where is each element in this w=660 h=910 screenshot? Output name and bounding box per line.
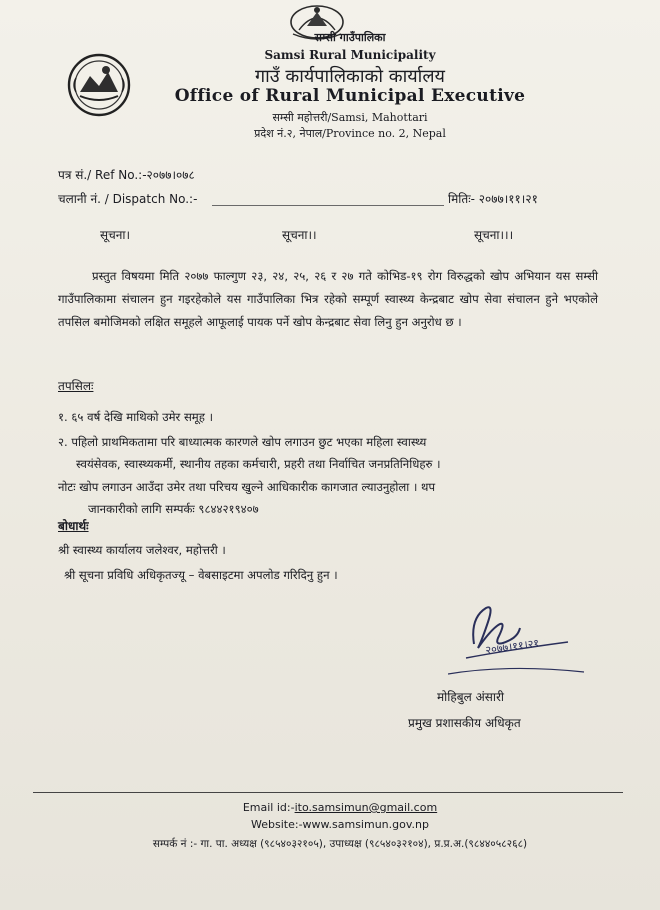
notice-heading-2: सूचना।। bbox=[282, 228, 317, 242]
dispatch-underline bbox=[212, 205, 444, 206]
signatory-name: मोहिबुल अंसारी bbox=[437, 690, 504, 704]
note-line1: नोटः खोप लगाउन आउँदा उमेर तथा परिचय खुल्ने आधिकारीक कागजात ल्याउनुहोला । थप bbox=[58, 480, 436, 494]
footer-email-link[interactable]: ito.samsimun@gmail.com bbox=[294, 801, 438, 814]
footer-email-label: Email id:- bbox=[242, 801, 295, 814]
signatory-title: प्रमुख प्रशासकीय अधिकृत bbox=[408, 716, 521, 730]
list-item-age-group: १. ६५ वर्ष देखि माथिको उमेर समूह । bbox=[58, 410, 213, 424]
ref-number: पत्र सं./ Ref No.:-२०७७।०७८ bbox=[58, 168, 195, 182]
header-english-municipality: Samsi Rural Municipality bbox=[264, 48, 436, 62]
footer-contact: सम्पर्क नं :- गा. पा. अध्यक्ष (९८५४०३२१०५), उपाध्यक्ष (९८५४०३२१०४), प्र.प्र.अ.(९८४४०५८२६८) bbox=[152, 838, 528, 850]
cc-health-office: श्री स्वास्थ्य कार्यालय जलेश्वर, महोत्तरी । bbox=[58, 543, 226, 557]
header-address-line2: प्रदेश नं.२, नेपाल/Province no. 2, Nepal bbox=[254, 127, 446, 140]
dispatch-number: चलानी नं. / Dispatch No.:- bbox=[58, 192, 198, 206]
letter-date: मितिः- २०७७।११।२१ bbox=[448, 192, 538, 206]
header-devanagari-municipality: सम्सी गाउँपालिका bbox=[314, 31, 386, 44]
tapsil-heading: तपसिलः bbox=[58, 379, 94, 393]
list-item-priority-groups bbox=[58, 431, 603, 475]
notice-heading-3: सूचना।।। bbox=[474, 228, 514, 242]
signature-icon bbox=[448, 598, 588, 693]
list-item-priority-line2: स्वयंसेवक, स्वास्थ्यकर्मी, स्थानीय तहका कर्मचारी, प्रहरी तथा निर्वाचित जनप्रतिनिधिहरु । bbox=[76, 457, 441, 471]
footer-divider bbox=[33, 792, 623, 793]
note-line2: जानकारीको लागि सम्पर्कः ९८४४२१९४०७ bbox=[88, 502, 259, 516]
notice-heading-1: सूचना। bbox=[100, 228, 131, 242]
bodharth-heading: बोधार्थः bbox=[58, 519, 89, 533]
cc-it-officer: श्री सूचना प्रविधि अधिकृतज्यू – वेबसाइटमा अपलोड गरिदिनु हुन । bbox=[64, 568, 338, 582]
footer-email bbox=[10, 801, 660, 814]
footer-website[interactable]: Website:-www.samsimun.gov.np bbox=[251, 818, 429, 831]
list-item-priority-line1: २. पहिलो प्राथमिकतामा परि बाध्यात्मक कारणले खोप लगाउन छुट भएका महिला स्वास्थ्य bbox=[58, 435, 427, 449]
signature-date: २०७७।११।२१ bbox=[484, 636, 541, 657]
note-block bbox=[58, 476, 603, 520]
body-paragraph: प्रस्तुत विषयमा मिति २०७७ फाल्गुण २३, २४, २५, २६ र २७ गते कोभिड-१९ रोग विरुद्धको खोप अभियान यस सम्सी गाउँपालिकामा संचालन हुन गइरहेकोले यस गाउँपालिका भित्र रहेको सम्पूर्ण स्वास्थ्य केन्द्रबाट खोप सेवा संचालन हुने भएकोले तपसिल बमोजिमको लक्षित समूहले आफूलाई पायक पर्ने खोप केन्द्रबाट सेवा लिनु हुन अनुरोध छ । bbox=[58, 269, 598, 329]
header-devanagari-office: गाउँ कार्यपालिकाको कार्यालय bbox=[255, 66, 445, 87]
header-english-office: Office of Rural Municipal Executive bbox=[174, 86, 526, 106]
header-address-line1: सम्सी महोत्तरी/Samsi, Mahottari bbox=[272, 111, 428, 124]
